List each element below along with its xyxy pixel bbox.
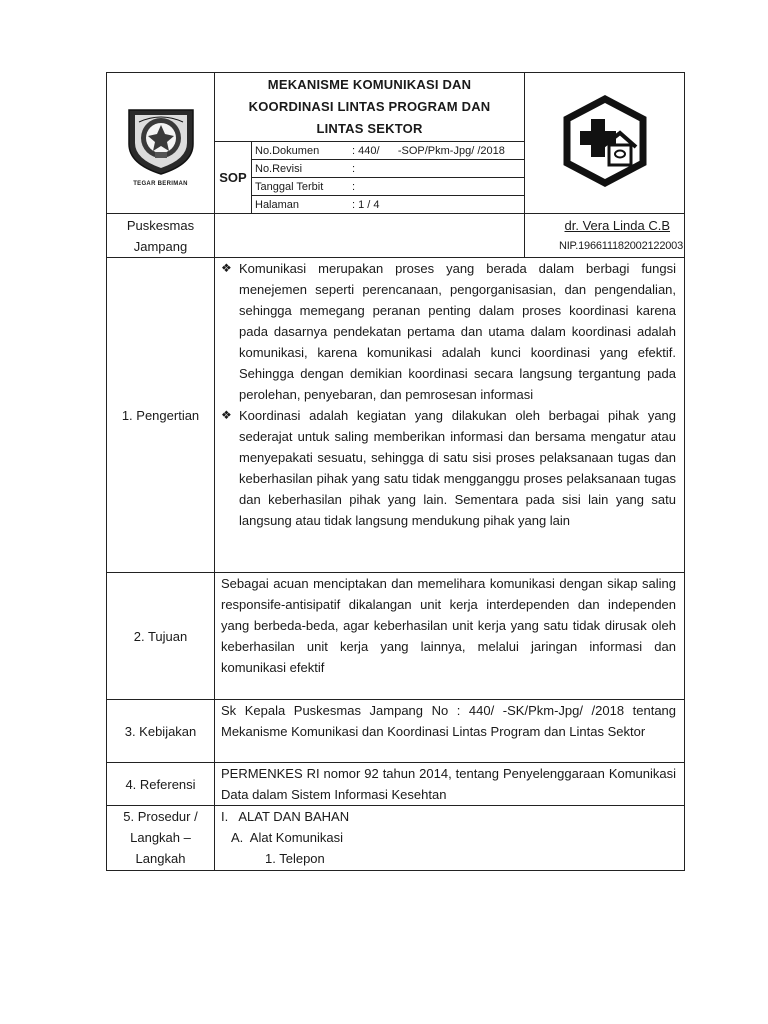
diamond-bullet-icon: ❖ <box>221 408 232 422</box>
meta-label: No.Dokumen <box>252 142 349 160</box>
meta-value: : <box>349 160 524 178</box>
puskesmas-line-2: Jampang <box>133 239 188 254</box>
sop-table <box>106 72 685 871</box>
section-content-kebijakan <box>215 700 685 763</box>
title-line-1: MEKANISME KOMUNIKASI DAN <box>267 77 472 92</box>
procedure-subheading: A. Alat Komunikasi <box>231 830 343 845</box>
bullet-text: Koordinasi adalah kegiatan yang dilakukan oleh berbagai pihak yang sederajat untuk saling memberikan informasi dan bersama mengatur atau menyepakati sesuatu, sehingga di satu sisi proses pelaksanaan tugas dan keberhasilan pihak yang satu tidak mengganggu proses pelaksanaan tugas dan keberhasilan pihak yang lain. Sementara pada sisi lain yang satu langsung atau tidak langsung mendukung pihak yang lain <box>239 408 677 528</box>
section-content-tujuan: Sebagai acuan menciptakan dan memelihara komunikasi dengan sikap saling responsife-antisipatif dikalangan unit kerja interdependen dan independen yang berbeda-beda, agar keberhasilan unit kerja yang satu tidak dirusak oleh keberhasilan unit kerja yang lainnya, melalui jaringan informasi dan komunikasi efektif <box>215 573 685 700</box>
meta-value: : 440/ -SOP/Pkm-Jpg/ /2018 <box>349 142 524 160</box>
section-content-prosedur <box>215 806 685 871</box>
regency-emblem-logo <box>121 100 201 180</box>
section-label-tujuan: 2. Tujuan <box>107 573 215 700</box>
empty-header-cell <box>215 214 525 258</box>
meta-row-dokumen <box>252 142 524 160</box>
meta-label: Halaman <box>255 198 300 211</box>
logo-motto: TEGAR BERIMAN <box>133 180 188 187</box>
regency-logo-cell <box>107 73 215 214</box>
title-line-2: KOORDINASI LINTAS PROGRAM DAN <box>248 99 491 114</box>
meta-label: No.Revisi <box>252 160 349 178</box>
section-label-prosedur <box>107 806 215 871</box>
signer-nip: NIP.196611182002122003 <box>558 240 684 252</box>
health-logo-cell <box>525 73 685 214</box>
bullet-text: Komunikasi merupakan proses yang berada dalam berbagi fungsi menejemen seperti perencanaan, pengorganisasian, dan pengendalian, sehingga memegang peranan penting dalam proses koordinasi karena pada dasarnya pendekatan pertama dan utama dalam koordinasi adalah komunikasi, karena komunikasi adalah kunci koordinasi yang efektif. Sehingga dengan demikian koordinasi secara langsung tergantung pada perolehan, penyebaran, dan pemrosesan informasi <box>239 261 677 402</box>
kebijakan-text: Sk Kepala Puskesmas Jampang No : 440/ -SK/Pkm-Jpg/ /2018 tentang Mekanisme Komunikasi dan Koordinasi Lintas Program dan Lintas Sektor <box>221 703 677 739</box>
puskesmas-name <box>107 214 215 258</box>
prosedur-label-line: Langkah <box>135 851 186 866</box>
section-content-pengertian <box>215 258 685 573</box>
bullet-item <box>221 405 676 531</box>
diamond-bullet-icon: ❖ <box>221 261 232 275</box>
prosedur-label-line: 5. Prosedur / <box>123 809 198 824</box>
procedure-heading: I. ALAT DAN BAHAN <box>221 809 350 824</box>
meta-row-tanggal <box>252 178 524 196</box>
section-label-referensi: 4. Referensi <box>107 763 215 806</box>
title-line-3: LINTAS SEKTOR <box>316 121 423 136</box>
section-label-kebijakan: 3. Kebijakan <box>107 700 215 763</box>
puskesmas-line-1: Puskesmas <box>126 218 195 233</box>
document-meta <box>252 142 525 214</box>
meta-row-halaman <box>252 196 524 214</box>
meta-value: : 1 / 4 <box>352 198 380 211</box>
meta-row-revisi <box>252 160 524 178</box>
health-cross-logo <box>560 95 650 187</box>
meta-value: : <box>349 178 524 196</box>
signature-block <box>525 214 685 258</box>
section-content-referensi: PERMENKES RI nomor 92 tahun 2014, tentang Penyelenggaraan Komunikasi Data dalam Sistem Informasi Kesehtan <box>215 763 685 806</box>
prosedur-label-line: Langkah – <box>130 830 191 845</box>
bullet-item <box>221 258 676 405</box>
sop-label: SOP <box>215 142 252 214</box>
document-title <box>215 73 525 142</box>
signer-name: dr. Vera Linda C.B <box>564 218 671 233</box>
meta-table <box>252 142 524 213</box>
section-label-pengertian: 1. Pengertian <box>107 258 215 573</box>
procedure-item: 1. Telepon <box>265 851 325 866</box>
meta-label: Tanggal Terbit <box>252 178 349 196</box>
